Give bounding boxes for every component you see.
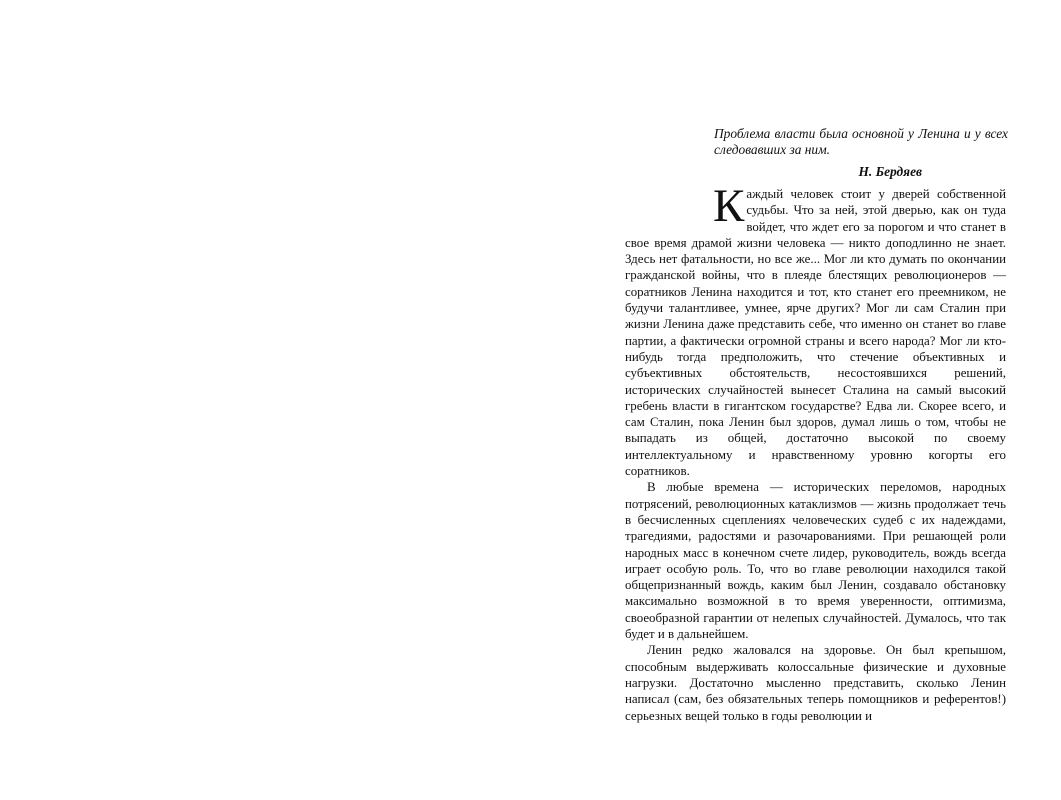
epigraph-author: Н. Бердяев [858,164,922,179]
paragraph-3: Ленин редко жаловался на здоровье. Он был крепышом, способным выдерживать колоссальные физические и духовные нагрузки. Достаточно мысленно представить, сколько Ленин написал (сам, без обязательных теперь помощников и референтов!) серьезных вещей только в годы революции и [625,643,1006,723]
main-text [625,180,1006,724]
paragraph-1-text: аждый человек стоит у дверей собственной судьбы. Что за ней, этой дверью, как он туда войдет, что ждет его за порогом и что станет в свое время драмой жизни человека — никто доподлинно не знает. Здесь нет фатальности, но все же... Мог ли кто думать по окончании гражданской войны, что в плеяде блестящих революционеров — соратников Ленина находится и тот, кто станет его преемником, не будучи талантливее, умнее, ярче других? Мог ли сам Сталин при жизни Ленина даже представить себе, что именно он станет во главе партии, а фактически огромной страны и всего народа? Мог ли кто-нибудь тогда предположить, что стечение объективных и субъективных обстоятельств, несостоявшихся решений, исторических случайностей вынесет Сталина на самый высокий гребень власти в гигантском государстве? Едва ли. Скорее всего, и сам Сталин, пока Ленин был здоров, думал лишь о том, чтобы не выпадать из общей, достаточно высокой по своему интеллектуальному и нравственному уровню когорты его соратников. [625,187,1006,479]
epigraph-quote: Проблема власти была основной у Ленина и у всех следовавших за ним. [714,126,1008,157]
paragraph-2: В любые времена — исторических переломов, народных потрясений, революционных катаклизмов — жизнь продолжает течь в бесчисленных сцеплениях человеческих судеб с их надеждами, трагедиями, радостями и разочарованиями. При решающей роли народных масс в конечном счете лидер, руководитель, вождь всегда играет особую роль. То, что во главе революции находился такой общепризнанный вождь, каким был Ленин, создавало обстановку максимально возможной в то время уверенности, оптимизма, своеобразной гарантии от нелепых случайностей. Думалось, что так будет и в дальнейшем. [625,480,1006,642]
paragraph-1 [625,180,1006,479]
drop-cap: К [713,180,745,232]
